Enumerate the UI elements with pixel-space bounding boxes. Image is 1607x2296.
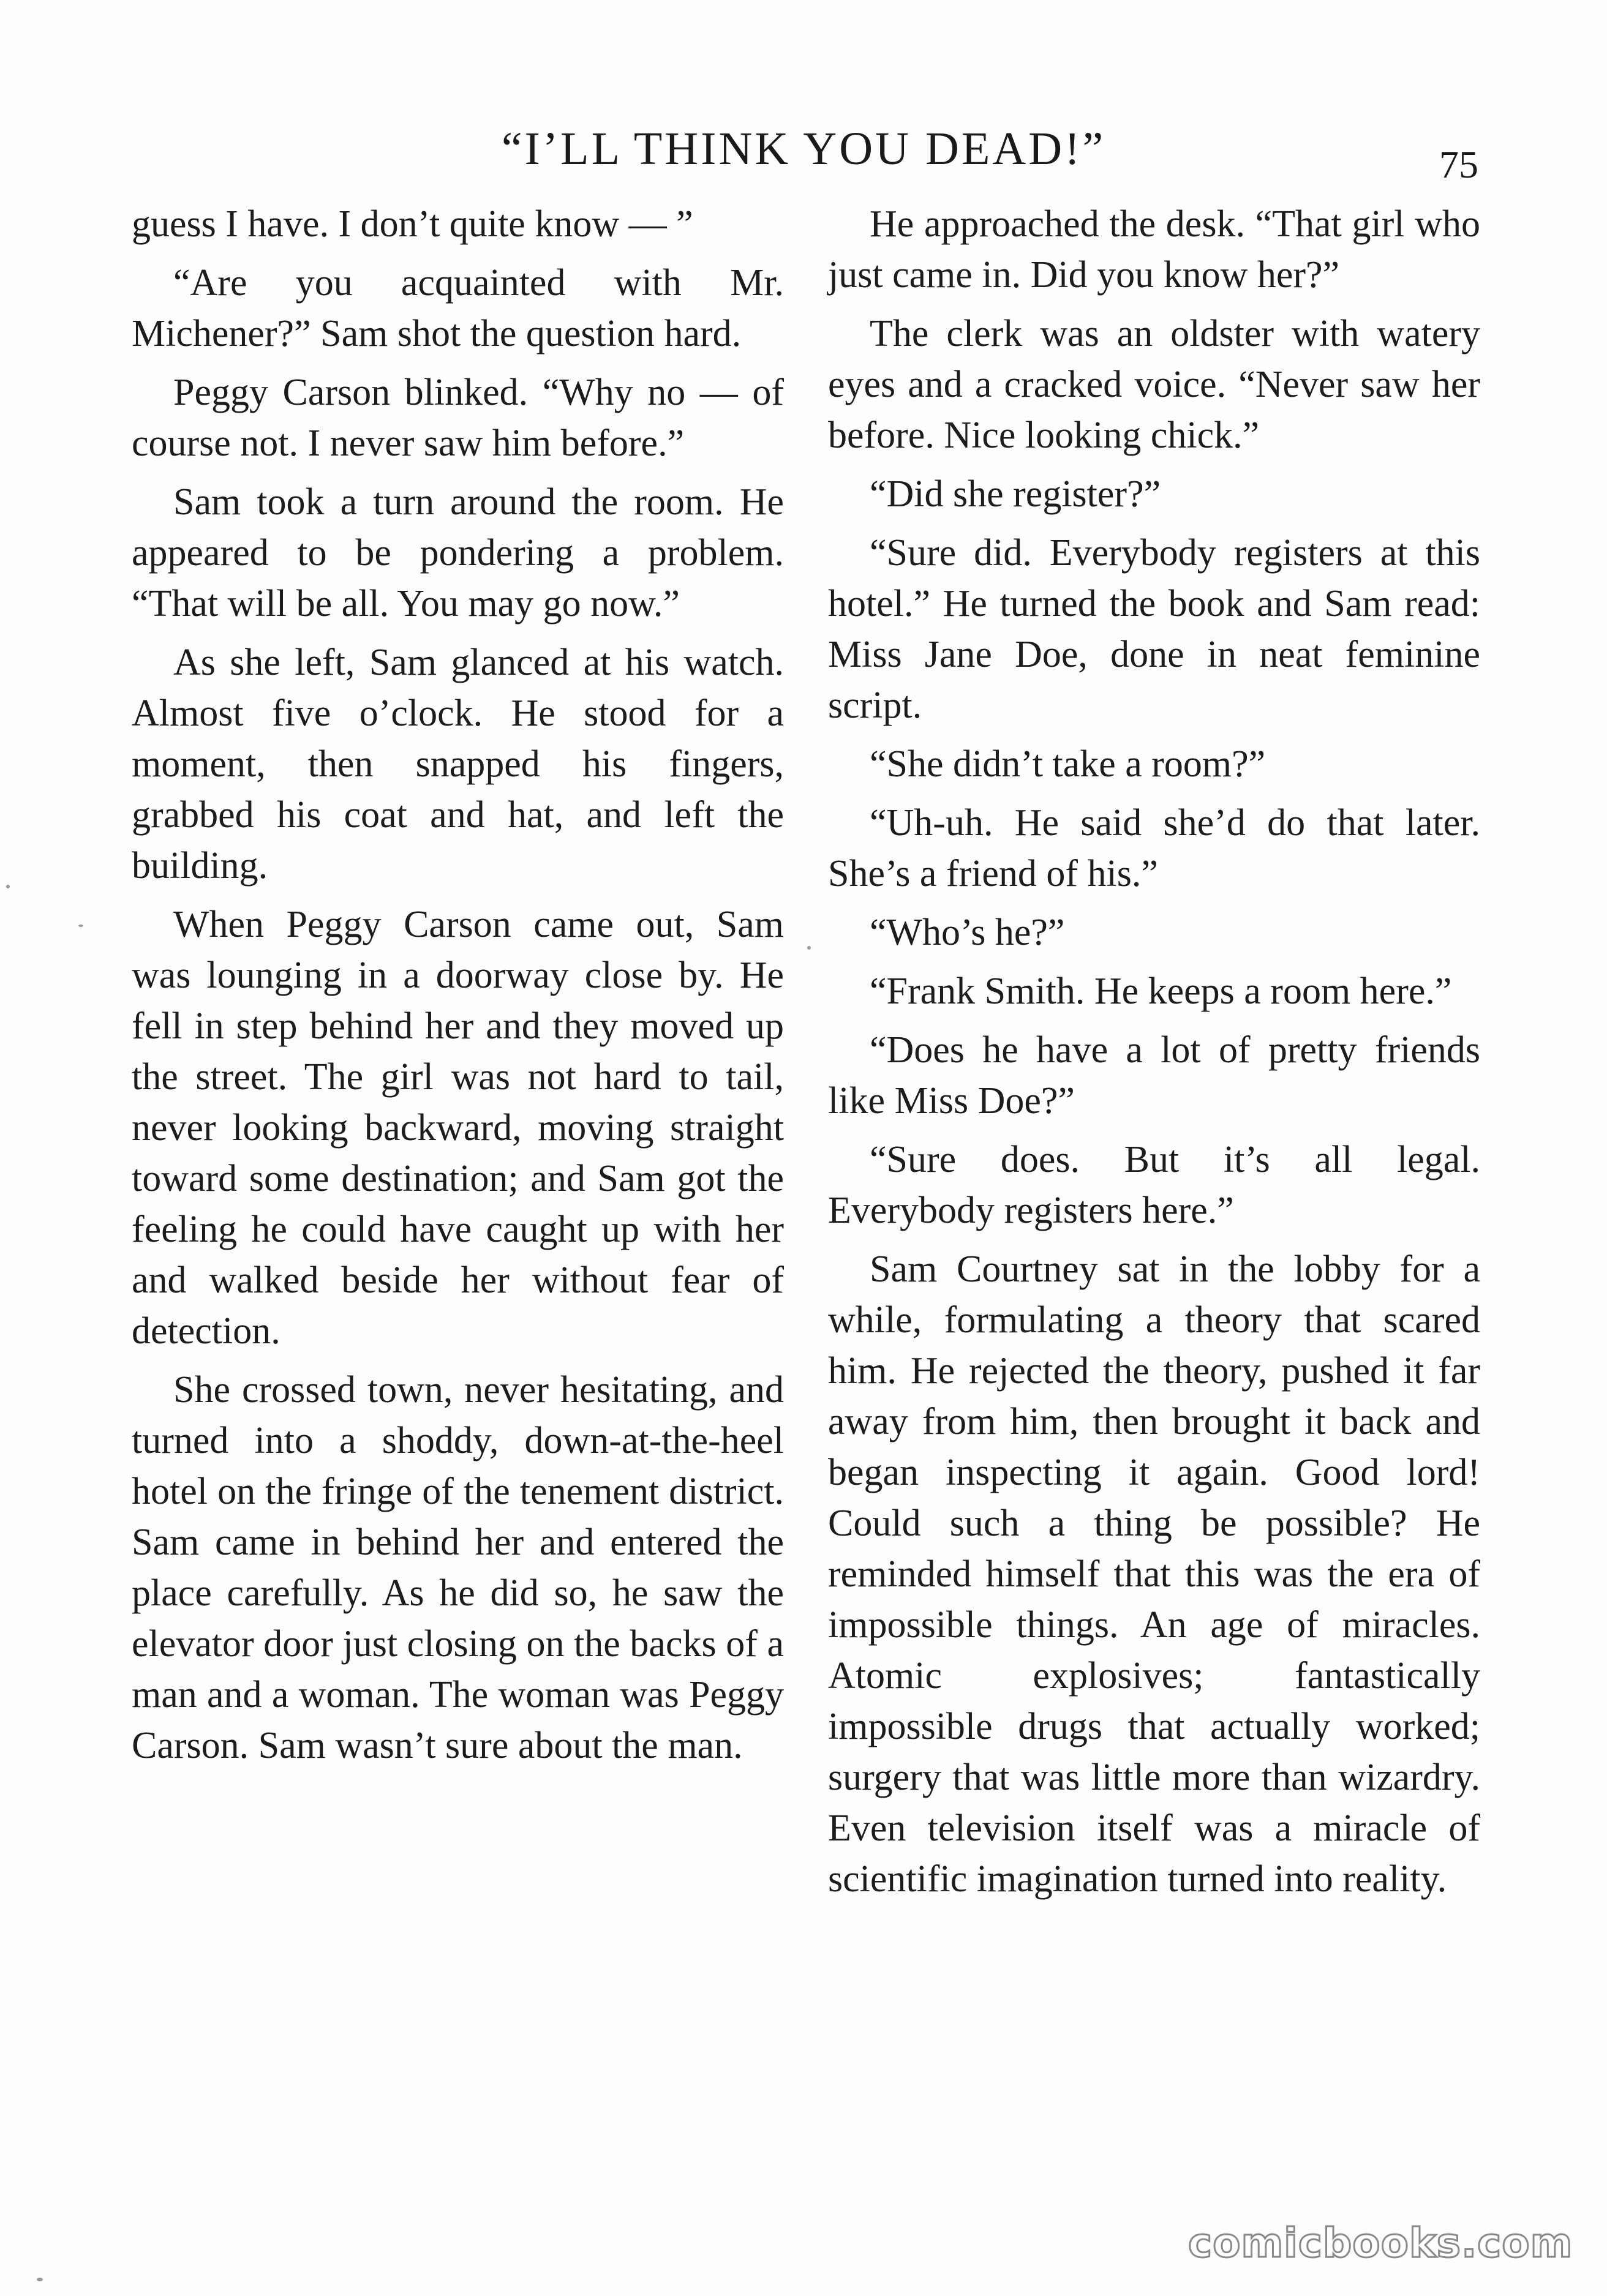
paragraph: He approached the desk. “That girl who just came in. Did you know her?”	[828, 203, 1480, 296]
paragraph: She crossed town, never hesitating, and turned into a shoddy, down-at-the-heel hotel on the fringe of the tenement district. Sam came in behind her and entered the place carefully. As he did so, he saw the elevator door just closing on the backs of a man and a woman. The woman was Peggy Carson. Sam wasn’t sure about the man.	[132, 1369, 784, 1766]
paragraph: “Who’s he?”	[870, 912, 1065, 953]
paragraph: The clerk was an oldster with watery eyes and a cracked voice. “Never saw her before. Nice looking chick.”	[828, 313, 1480, 456]
paragraph: “Sure did. Everybody registers at this hotel.” He turned the book and Sam read: Miss Jane Doe, done in neat feminine script.	[828, 532, 1480, 726]
print-speck	[6, 885, 10, 888]
print-speck	[37, 2278, 43, 2281]
print-speck	[807, 946, 811, 950]
paragraph: When Peggy Carson came out, Sam was lounging in a doorway close by. He fell in step behind her and they moved up the street. The girl was not hard to tail, never looking backward, moving straight toward some destination; and Sam got the feeling he could have caught up with her and walked beside her without fear of detection.	[132, 904, 784, 1352]
paragraph: “Did she register?”	[870, 473, 1161, 515]
paragraph: As she left, Sam glanced at his watch. Almost five o’clock. He stood for a moment, then snapped his fingers, grabbed his coat and hat, and left the building.	[132, 642, 784, 887]
site-watermark: comicbooks.com	[1188, 2219, 1573, 2267]
paragraph: “Frank Smith. He keeps a room here.”	[870, 970, 1452, 1012]
paragraph: “Uh-uh. He said she’d do that later. She’s a friend of his.”	[828, 802, 1480, 895]
running-head-title: “I’LL THINK YOU DEAD!”	[501, 123, 1106, 174]
paragraph: Sam took a turn around the room. He appeared to be pondering a problem. “That will be all. You may go now.”	[132, 481, 784, 625]
paragraph: “She didn’t take a room?”	[870, 743, 1266, 785]
paragraph: “Are you acquainted with Mr. Michener?” Sam shot the question hard.	[132, 262, 784, 355]
paragraph: “Sure does. But it’s all legal. Everybody registers here.”	[828, 1139, 1480, 1231]
page-number: 75	[1439, 143, 1478, 186]
paragraph: guess I have. I don’t quite know — ”	[132, 203, 693, 245]
print-speck	[78, 925, 83, 927]
paragraph: Sam Courtney sat in the lobby for a while, formulating a theory that scared him. He rejected the theory, pushed it far away from him, then brought it back and began inspecting it again. Good lord! Could such a thing be possible? He reminded himself that this was the era of impossible things. An age of miracles. Atomic explosives; fantastically impossible drugs that actually worked; surgery that was little more than wizardry. Even television itself was a miracle of scientific imagination turned into reality.	[828, 1248, 1480, 1900]
paragraph: Peggy Carson blinked. “Why no — of course not. I never saw him before.”	[132, 372, 784, 464]
text-column-right	[828, 199, 1480, 1913]
text-column-left	[132, 199, 784, 1779]
paragraph: “Does he have a lot of pretty friends like Miss Doe?”	[828, 1029, 1480, 1122]
